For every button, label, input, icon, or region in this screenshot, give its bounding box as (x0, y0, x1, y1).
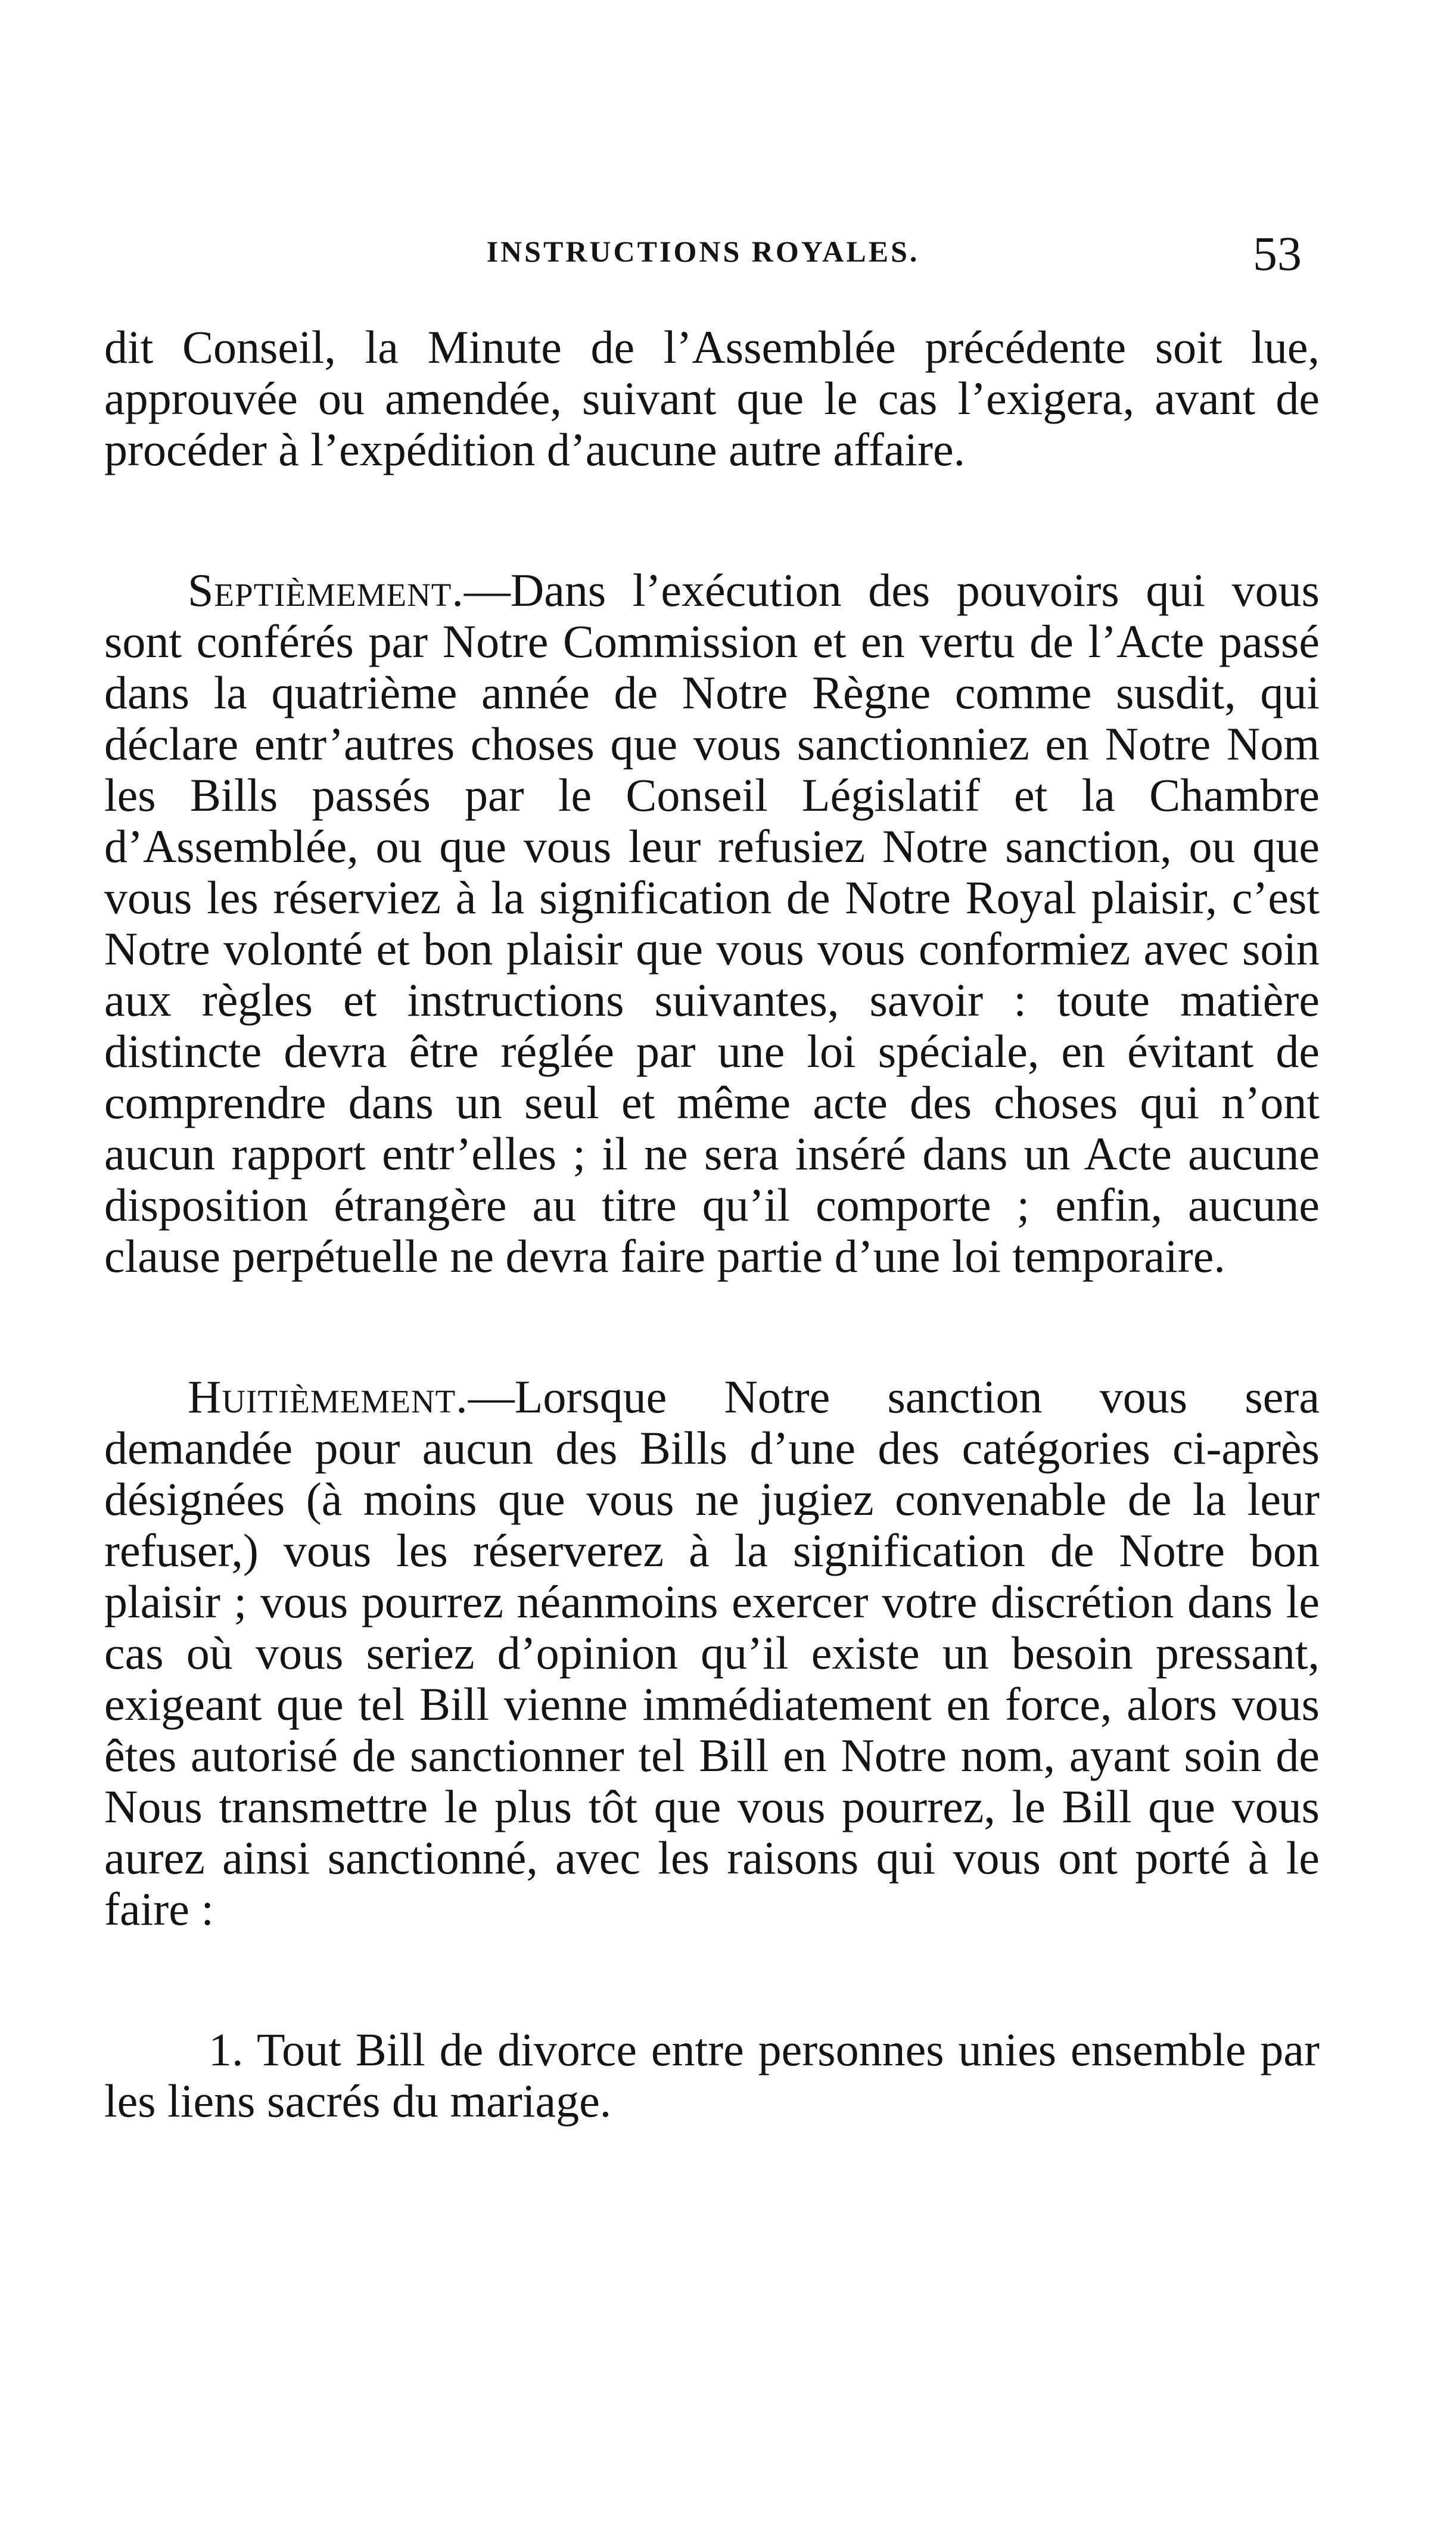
running-head (104, 226, 1302, 283)
running-title: INSTRUCTIONS ROYALES. (486, 235, 920, 268)
paragraph-heading-septiemement: Septièmement. (188, 564, 464, 616)
list-item-1: 1. Tout Bill de divorce entre personnes unies ensemble par les liens sacrés du mariage. (104, 2024, 1320, 2127)
continued-paragraph: dit Conseil, la Minute de l’Assemblée précédente soit lue, approuvée ou amendée, suivant que le cas l’exigera, avant de procéder à l’expédition d’aucune autre affaire. (104, 321, 1320, 475)
paragraph-huitiemement (104, 1371, 1320, 1935)
page-number: 53 (1253, 226, 1302, 281)
paragraph-septiemement (104, 565, 1320, 1282)
main-text (104, 322, 1320, 2127)
paragraph-text-huitiemement: —Lorsque Notre sanction vous sera demandée pour aucun des Bills d’une des catégories ci-après désignées (à moins que vous ne jugiez convenable de la leur refuser,) vous les réserverez à la signification de Notre bon plaisir ; vous pourrez néanmoins exercer votre discrétion dans le cas où vous seriez d’opinion qu’il existe un besoin pressant, exigeant que tel Bill vienne immédiatement en force, alors vous êtes autorisé de sanctionner tel Bill en Notre nom, ayant soin de Nous transmettre le plus tôt que vous pourrez, le Bill que vous aurez ainsi sanctionné, avec les raisons qui vous ont porté à le faire : (104, 1371, 1320, 1935)
paragraph-text-septiemement: —Dans l’exécution des pouvoirs qui vous sont conférés par Notre Commission et en vertu de l’Acte passé dans la quatrième année de Notre Règne comme susdit, qui déclare entr’autres choses que vous sanctionniez en Notre Nom les Bills passés par le Conseil Législatif et la Chambre d’Assemblée, ou que vous leur refusiez Notre sanction, ou que vous les réserviez à la signification de Notre Royal plaisir, c’est Notre volonté et bon plaisir que vous vous conformiez avec soin aux règles et instructions suivantes, savoir : toute matière distincte devra être réglée par une loi spéciale, en évitant de comprendre dans un seul et même acte des choses qui n’ont aucun rapport entr’elles ; il ne sera inséré dans un Acte aucune disposition étrangère au titre qu’il comporte ; enfin, aucune clause perpétuelle ne devra faire partie d’une loi temporaire. (104, 564, 1320, 1282)
paragraph-heading-huitiemement: Huitièmement. (188, 1371, 468, 1423)
